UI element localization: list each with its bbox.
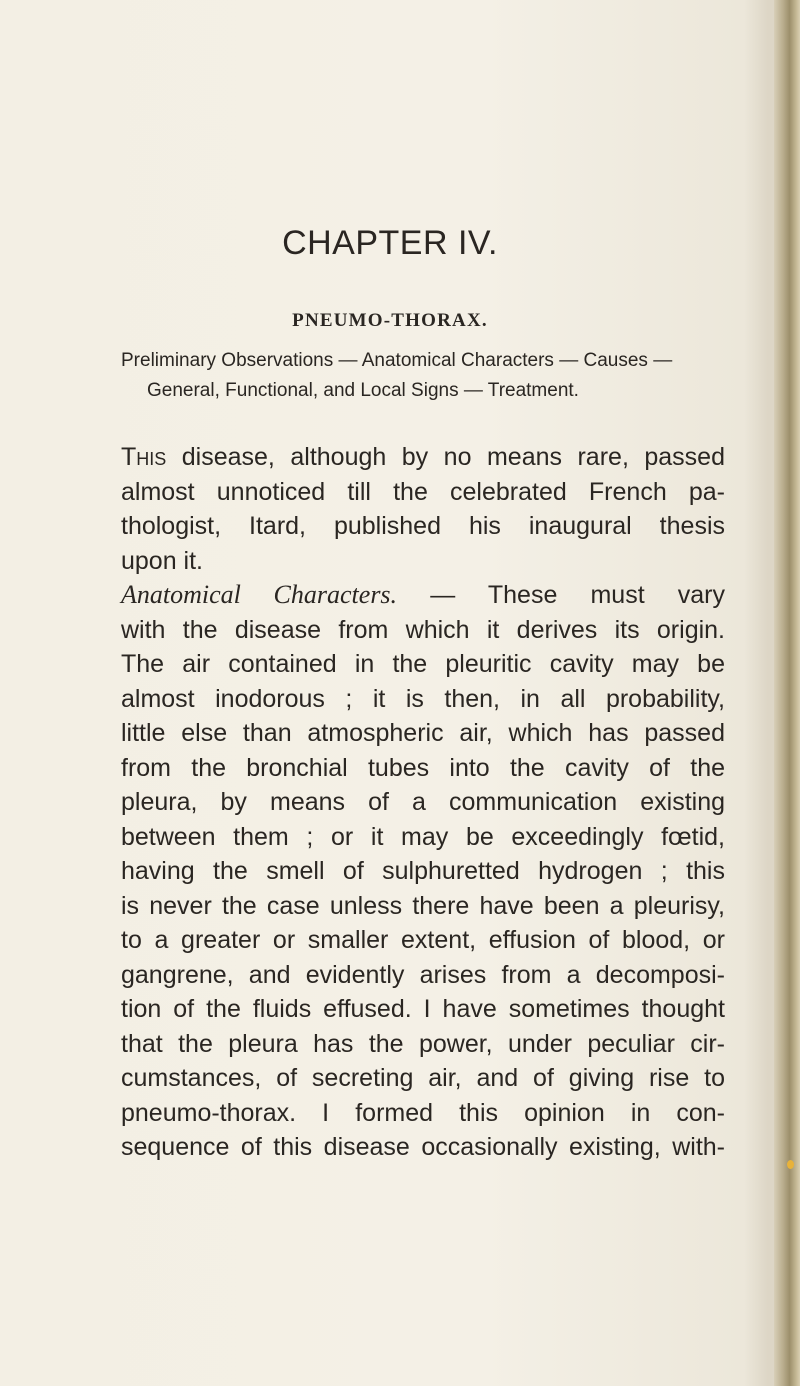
paragraph-line: sequence of this disease occasionally existing, with- — [121, 1133, 725, 1161]
chapter-synopsis — [121, 346, 725, 406]
paragraph-line: cumstances, of secreting air, and of giving rise to — [121, 1064, 725, 1092]
synopsis-line: General, Functional, and Local Signs — Treatment. — [147, 380, 579, 401]
paragraph-line: almost inodorous ; it is then, in all probability, — [121, 684, 725, 713]
body-text — [121, 440, 725, 1165]
paragraph-text: — These must vary — [397, 581, 726, 609]
section-title: PNEUMO-THORAX. — [292, 310, 488, 331]
paragraph-line: is never the case unless there have been a pleurisy, — [121, 891, 725, 920]
section-heading: Anatomical Characters. — [121, 580, 398, 609]
paragraph-line: The air contained in the pleuritic cavity may be — [121, 650, 725, 678]
page-edge — [774, 0, 800, 1386]
paragraph-line: from the bronchial tubes into the cavity of the — [121, 753, 725, 782]
paragraph-line: pleura, by means of a communication existing — [121, 788, 725, 816]
paragraph-line — [121, 440, 725, 475]
paragraph-line: pneumo-thorax. I formed this opinion in con- — [121, 1098, 725, 1127]
paragraph-line: little else than atmospheric air, which has passed — [121, 719, 725, 747]
opening-word: This — [121, 443, 167, 471]
paragraph-line: having the smell of sulphuretted hydrogen ; this — [121, 857, 725, 885]
paragraph-line: to a greater or smaller extent, effusion of blood, or — [121, 926, 725, 954]
paragraph-line: between them ; or it may be exceedingly fœtid, — [121, 822, 725, 851]
paragraph-text: disease, although by no means rare, passed — [166, 443, 725, 471]
paragraph-line: tion of the fluids effused. I have sometimes thought — [121, 995, 725, 1023]
paragraph-line: with the disease from which it derives its origin. — [121, 615, 725, 644]
paragraph-line: gangrene, and evidently arises from a decomposi- — [121, 960, 725, 989]
paragraph-line: thologist, Itard, published his inaugural thesis — [121, 512, 725, 540]
paragraph-line: almost unnoticed till the celebrated French pa- — [121, 477, 725, 506]
paragraph-line: upon it. — [121, 546, 204, 575]
edge-stain — [787, 1160, 794, 1169]
chapter-title: CHAPTER IV. — [282, 224, 498, 262]
paragraph-line: that the pleura has the power, under peculiar cir- — [121, 1029, 725, 1058]
paragraph-line — [121, 578, 725, 613]
synopsis-line: Preliminary Observations — Anatomical Characters — Causes — — [121, 350, 673, 371]
